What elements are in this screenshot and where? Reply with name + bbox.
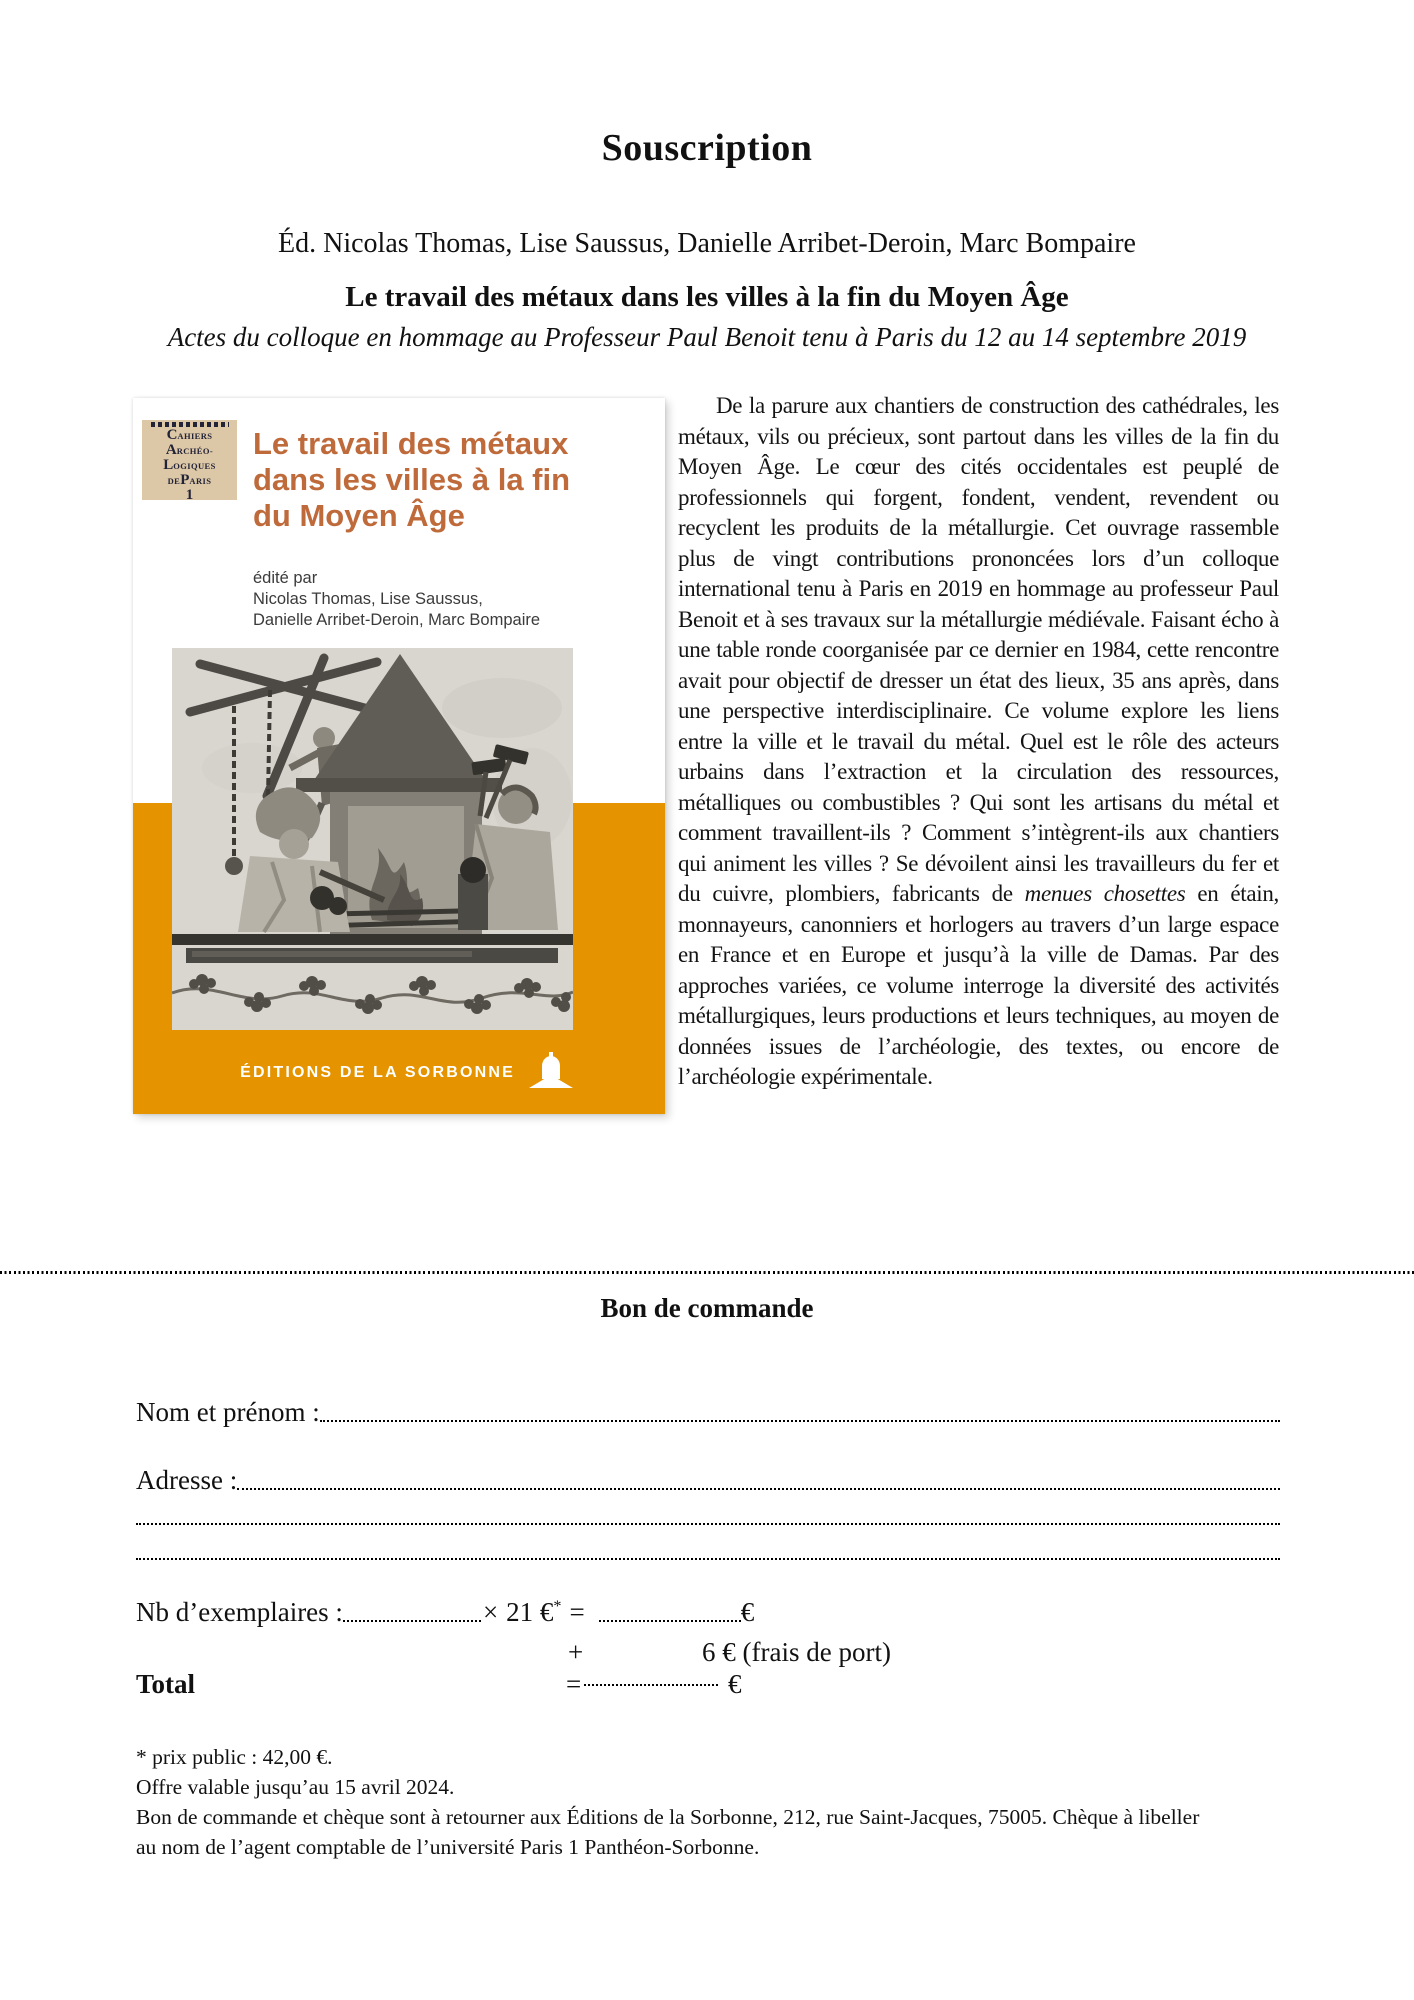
quantity-input-line[interactable] <box>343 1620 481 1622</box>
footnote-validity: Offre valable jusqu’au 15 avril 2024. <box>136 1775 455 1799</box>
order-form-heading: Bon de commande <box>600 1293 814 1323</box>
page-title: Souscription <box>601 127 813 169</box>
medieval-forge-illustration <box>172 648 573 1030</box>
shipping-row <box>136 1634 1280 1668</box>
quantity-label: Nb d’exemplaires : <box>136 1596 343 1627</box>
italic-phrase: menues chosettes <box>1024 881 1186 906</box>
collection-logo <box>142 420 237 503</box>
cover-title: Le travail des métaux dans les villes à la fin du Moyen Âge <box>253 426 571 533</box>
logo-line: CAHIERS <box>166 427 213 443</box>
address-input-line-3[interactable] <box>136 1532 1280 1560</box>
logo-line: LOGIQUES <box>163 457 216 473</box>
logo-line: ARCHÉO- <box>165 442 214 458</box>
name-field-row <box>136 1394 1280 1428</box>
address-input-line-2[interactable] <box>136 1497 1280 1525</box>
total-label: Total <box>136 1668 196 1699</box>
footnote-return-address-2: au nom de l’agent comptable de l’université Paris 1 Panthéon-Sorbonne. <box>136 1835 760 1859</box>
quantity-row <box>136 1592 1280 1628</box>
shipping-cost: 6 € (frais de port) <box>702 1636 891 1667</box>
logo-line: 1 <box>185 487 194 503</box>
euro-sign: € <box>740 1596 755 1627</box>
chain-ornament-icon <box>151 422 229 427</box>
book-description: De la parure aux chantiers de construction des cathédrales, les métaux, vils ou précieux, sont partout dans les villes de la fin du Moyen Âge. Le cœur des cités occidentales est peuplé de professionnels qui forgent, fondent, vendent, revendent ou recyclent les produits de la métallurgie. Cet ouvrage rassemble plus de vingt contributions prononcées lors d’un colloque international tenu à Paris en 2019 en hommage au professeur Paul Benoit et à ses travaux sur la métallurgie médiévale. Faisant écho à une table ronde coorganisée par ce dernier en 1984, cette rencontre avait pour objectif de dresser un état des lieux, 35 ans après, dans une perspective interdisciplinaire. Ce volume explore les liens entre la ville et le travail du métal. Quel est le rôle des acteurs urbains dans l’extraction et la circulation des ressources, métalliques ou combustibles ? Qui sont les artisans du métal et comment travaillent-ils ? Comment s’intègrent-ils aux chantiers qui animent les villes ? Se dévoilent ainsi les travailleurs du fer et du cuivre, plombiers, fabricants de menues chosettes en étain, monnayeurs, canonniers et horlogers au travers d’un large espace en France et en Europe et jusqu’à la ville de Damas. Par des approches variées, ce volume interroge la diversité des activités métallurgiques, leurs productions et leurs techniques, au moyen de données issues de l’archéologie, des textes, ou encore de l’archéologie expérimentale. <box>678 393 1279 1089</box>
colloquium-subtitle: Actes du colloque en hommage au Professeur Paul Benoit tenu à Paris du 12 au 14 septembre 2019 <box>167 322 1247 352</box>
name-input-line[interactable] <box>320 1420 1280 1422</box>
equals-sign: = <box>566 1668 582 1699</box>
footnotes <box>136 1742 1199 1862</box>
euro-sign: € <box>728 1668 742 1699</box>
cut-line-separator <box>0 1271 1414 1274</box>
address-label: Adresse : <box>136 1464 238 1495</box>
unit-price-expression: × 21 €* = <box>482 1596 585 1627</box>
footnote-price: * prix public : 42,00 €. <box>136 1745 333 1769</box>
publisher-line <box>240 1052 573 1088</box>
address-field-row <box>136 1462 1280 1496</box>
book-title: Le travail des métaux dans les villes à la fin du Moyen Âge <box>345 281 1069 313</box>
subtotal-input-line[interactable] <box>599 1620 741 1622</box>
publisher-name: ÉDITIONS DE LA SORBONNE <box>240 1064 515 1081</box>
book-cover <box>133 398 665 1114</box>
cover-editors: édité par Nicolas Thomas, Lise Saussus, Danielle Arribet-Deroin, Marc Bompaire <box>253 569 541 629</box>
name-label: Nom et prénom : <box>136 1396 320 1427</box>
total-input-line[interactable] <box>584 1684 718 1686</box>
footnote-return-address: Bon de commande et chèque sont à retourner aux Éditions de la Sorbonne, 212, rue Saint-Jacques, 75005. Chèque à libeller <box>136 1805 1200 1829</box>
pantheon-dome-icon <box>529 1052 573 1088</box>
editors-line: Éd. Nicolas Thomas, Lise Saussus, Danielle Arribet-Deroin, Marc Bompaire <box>278 228 1136 259</box>
plus-sign: + <box>568 1636 584 1667</box>
address-input-line[interactable] <box>237 1488 1280 1490</box>
total-row <box>136 1666 1280 1700</box>
logo-line: DEPARIS <box>167 472 212 488</box>
